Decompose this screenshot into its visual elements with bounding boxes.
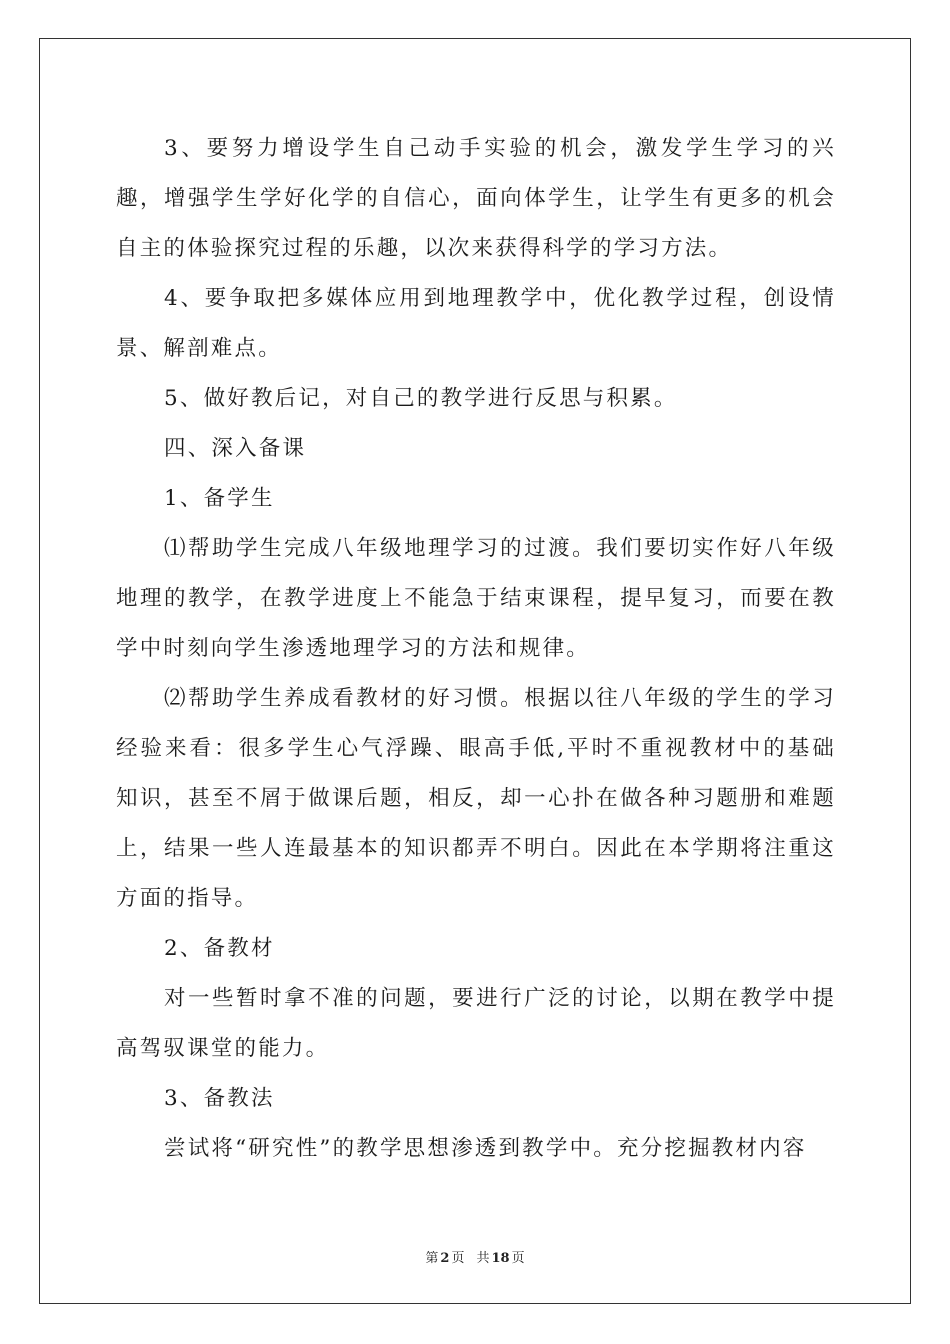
paragraph-materials: 对一些暂时拿不准的问题，要进行广泛的讨论，以期在教学中提高驾驭课堂的能力。 — [116, 986, 836, 1061]
current-page-number: 2 — [440, 1251, 450, 1266]
paragraph-students-2: ⑵帮助学生养成看教材的好习惯。根据以往八年级的学生的学习经验来看：很多学生心气浮躁、眼高手低,平时不重视教材中的基础知识，甚至不屑于做课后题，相反，却一心扑在做各种习题册和难题上，结果一些人连最基本的知识都弄不明白。因此在本学期将注重这方面的指导。 — [116, 686, 836, 911]
subheading-prepare-materials: 2、备教材 — [164, 936, 275, 961]
paragraph-students-1: ⑴帮助学生完成八年级地理学习的过渡。我们要切实作好八年级地理的教学，在教学进度上不能急于结束课程，提早复习，而要在教学中时刻向学生渗透地理学习的方法和规律。 — [116, 536, 836, 661]
total-prefix: 共 — [476, 1251, 490, 1266]
total-suffix: 页 — [511, 1251, 525, 1266]
total-pages-number: 18 — [491, 1251, 510, 1266]
page-suffix: 页 — [451, 1251, 465, 1266]
section-heading-deep-lesson-prep: 四、深入备课 — [164, 436, 307, 461]
paragraph-item-4: 4、要争取把多媒体应用到地理教学中，优化教学过程，创设情景、解剖难点。 — [116, 286, 836, 361]
subheading-prepare-methods: 3、备教法 — [164, 1086, 275, 1111]
paragraph-item-3: 3、要努力增设学生自己动手实验的机会，激发学生学习的兴趣，增强学生学好化学的自信心，面向体学生，让学生有更多的机会自主的体验探究过程的乐趣，以次来获得科学的学习方法。 — [116, 136, 836, 261]
paragraph-methods: 尝试将“研究性”的教学思想渗透到教学中。充分挖掘教材内容 — [164, 1136, 807, 1161]
page-footer — [0, 1247, 950, 1266]
paragraph-item-5: 5、做好教后记，对自己的教学进行反思与积累。 — [164, 386, 678, 411]
page-prefix: 第 — [425, 1251, 439, 1266]
document-body — [116, 124, 836, 1174]
subheading-prepare-students: 1、备学生 — [164, 486, 275, 511]
